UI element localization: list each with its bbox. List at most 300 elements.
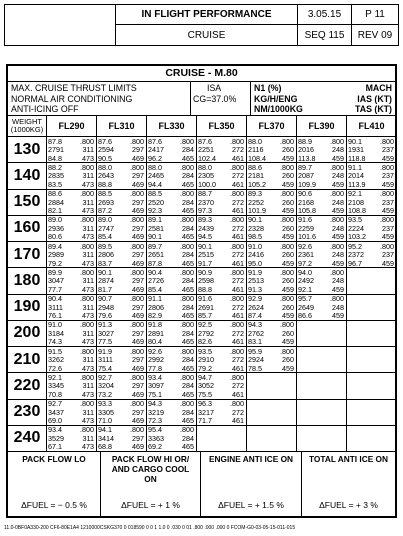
cell-line [297,374,346,383]
mach-value: .800 [330,241,344,251]
tas-value: 465 [182,153,194,163]
isa-block [190,82,250,116]
cell-line [297,443,346,452]
tas-value: 461 [232,153,244,163]
fuel-flow-value: 2874 [98,276,114,286]
tas-value: 459 [282,179,294,189]
cell-line [247,426,296,435]
mach-value: .800 [130,294,144,303]
cell-line [247,260,296,269]
n1-value: 91.9 [248,267,262,277]
performance-cell [196,268,246,293]
mach-value: .800 [80,346,94,356]
performance-cell [146,347,196,372]
ias-value: 311 [82,197,94,207]
fuel-flow-value: 2835 [48,171,64,181]
n1-value: 90.4 [48,294,62,303]
condition-line: MAX. CRUISE THRUST LIMITS [11,83,137,93]
performance-cell [346,373,396,398]
header-page: P 11 [352,5,398,25]
footer-title: ENGINE ANTI ICE ON [208,454,294,464]
performance-cell [46,137,96,162]
cell-line [347,391,396,400]
condition-line: NORMAL AIR CONDITIONING [11,93,133,104]
fuel-flow-value: 2370 [198,197,214,207]
weight-row [8,190,395,216]
ias-value: 237 [382,223,394,233]
fuel-flow-value: 3027 [98,328,114,338]
performance-cell [96,216,146,241]
mach-value: .800 [130,241,144,251]
cell-line [297,365,346,374]
header-subtitle: CRUISE [116,25,298,45]
footer-title: PACK FLOW HI OR/ AND CARGO COOL ON [111,454,190,484]
ias-value: 284 [182,145,194,155]
n1-value: 94.1 [98,425,112,435]
fuel-flow-value: 2416 [248,250,264,260]
tas-value: 465 [182,416,194,426]
footer-cell-engine-anti-ice [200,452,301,516]
cell-line [247,233,296,242]
ias-value: 311 [82,145,94,155]
performance-cell [196,426,246,451]
mach-value: .800 [130,136,144,146]
performance-cell [346,190,396,215]
weight-row [8,321,395,347]
fuel-flow-value: 2806 [98,250,114,260]
ias-value: 248 [332,250,344,260]
ias-value: 272 [232,145,244,155]
weight-row [8,268,395,294]
mach-value: .800 [380,189,394,198]
fuel-flow-value: 1931 [348,145,364,155]
n1-value: 88.5 [98,189,112,198]
tas-value: 465 [182,284,194,294]
cell-line [247,391,296,400]
ias-value: 260 [282,145,294,155]
fuel-flow-value: 2108 [348,197,364,207]
fuel-flow-value: 2305 [198,171,214,181]
mach-value: .800 [130,399,144,408]
specific-range-value: 88.8 [98,179,112,189]
performance-cell [196,400,246,425]
tas-value: 473 [82,416,94,426]
tas-value: 469 [132,258,144,268]
specific-range-value: 98.5 [248,232,262,242]
fuel-flow-value: 2791 [48,145,64,155]
isa-label: ISA [207,83,222,93]
cell-line [147,443,196,452]
tas-value: 465 [182,179,194,189]
performance-cell [46,347,96,372]
mach-value: .800 [130,215,144,225]
performance-cell [96,295,146,320]
tas-value: 459 [332,284,344,294]
performance-cell [346,426,396,451]
performance-cell [146,400,196,425]
mach-value: .800 [180,215,194,225]
fuel-flow-value: 2224 [348,223,364,233]
cell-line [347,374,396,383]
ias-value: 284 [182,197,194,207]
n1-value: 90.1 [198,241,212,251]
performance-cell [46,426,96,451]
performance-cell [46,268,96,293]
correction-footer [8,452,395,516]
fuel-flow-value: 2643 [98,171,114,181]
tas-value: 473 [82,206,94,216]
performance-cell [146,242,196,267]
specific-range-value: 80.4 [148,337,162,347]
tas-value: 469 [132,284,144,294]
n1-value: 89.4 [48,241,62,251]
weight-row [8,216,395,242]
ias-value: 237 [382,171,394,181]
n1-value: 94.3 [148,399,162,408]
n1-value: 91.5 [48,346,62,356]
weight-value: 190 [13,298,41,316]
tas-value: 473 [82,442,94,452]
ias-value: 248 [332,197,344,207]
performance-cell [346,137,396,162]
fuel-flow-value: 2252 [248,197,264,207]
fuel-flow-value: 2492 [298,276,314,286]
specific-range-value: 94.4 [148,179,162,189]
specific-range-value: 69.2 [148,442,162,452]
cell-line [247,365,296,374]
fuel-flow-value: 3529 [48,433,64,443]
cell-line [247,155,296,164]
performance-cell [96,190,146,215]
tas-value: 465 [182,311,194,321]
flight-level-header: FL310 [96,116,146,137]
cell-line [97,365,146,374]
tas-value: 473 [82,363,94,373]
fuel-flow-value: 2515 [198,250,214,260]
cell-line [197,417,246,426]
specific-range-value: 71.0 [98,416,112,426]
specific-range-value: 82.1 [48,206,62,216]
ias-value: 297 [132,250,144,260]
mach-value: .800 [380,215,394,225]
weight-row [8,137,395,163]
cell-line [197,338,246,347]
cell-line [297,382,346,391]
performance-cell [146,137,196,162]
ias-value: 272 [232,407,244,417]
fuel-flow-value: 3217 [198,407,214,417]
performance-cell [46,190,96,215]
performance-cell [246,216,296,241]
ias-value: 297 [132,223,144,233]
mach-value: .800 [330,267,344,277]
n1-value: 90.1 [98,267,112,277]
n1-value: 90.7 [98,294,112,303]
weight-value: 200 [13,324,41,342]
tas-value: 459 [332,153,344,163]
tas-value: 461 [232,389,244,399]
ias-value: 272 [232,197,244,207]
performance-cell [296,268,346,293]
specific-range-value: 67.1 [48,442,62,452]
specific-range-value: 82.9 [148,311,162,321]
performance-cell [46,373,96,398]
specific-range-value: 75.1 [148,389,162,399]
n1-value: 89.7 [148,241,162,251]
mach-value: .800 [280,189,294,198]
performance-cell [146,216,196,241]
fuel-flow-value: 2806 [148,302,164,312]
cell-line [347,443,396,452]
header-date: 3.05.15 [298,5,352,25]
cell-line [297,260,346,269]
ias-value: 297 [132,276,144,286]
tas-value: 473 [82,389,94,399]
mach-value: .800 [230,267,244,277]
mach-value: .800 [380,241,394,251]
cell-line [47,260,96,269]
fuel-flow-value: 2581 [148,223,164,233]
mach-value: .800 [130,346,144,356]
n1-value: 89.3 [198,215,212,225]
performance-cell [146,373,196,398]
n1-value: 88.9 [298,136,312,146]
specific-range-value: 118.8 [348,153,366,163]
n1-value: 89.1 [148,215,162,225]
fuel-flow-value: 2649 [298,302,314,312]
fuel-flow-value: 2989 [48,250,64,260]
footer-cell-pack-flow-lo [8,452,100,516]
cell-line [347,312,396,321]
tas-value: 459 [332,232,344,242]
cell-line [47,365,96,374]
weight-row [8,242,395,268]
tas-value: 469 [132,232,144,242]
mach-value: .800 [230,320,244,330]
specific-range-value: 71.7 [198,416,212,426]
document-header [4,4,399,46]
specific-range-value: 75.5 [198,389,212,399]
fuel-flow-value: 2726 [148,276,164,286]
specific-range-value: 85.4 [148,284,162,294]
mach-value: .800 [80,320,94,330]
specific-range-value: 88.8 [198,284,212,294]
ias-value: 311 [82,250,94,260]
performance-cell [146,268,196,293]
mach-value: .800 [230,162,244,172]
fuel-flow-value: 3363 [148,433,164,443]
cell-line [297,321,346,330]
n1-value: 90.1 [248,215,262,225]
mach-value: .800 [280,162,294,172]
mach-value: .800 [180,320,194,330]
specific-range-value: 109.9 [298,179,316,189]
mach-value: .800 [80,136,94,146]
performance-cell [296,216,346,241]
fuel-flow-value: 2465 [148,171,164,181]
mach-value: .800 [230,399,244,408]
ias-value: 248 [332,145,344,155]
tas-value: 459 [332,206,344,216]
tas-value: 461 [232,337,244,347]
fuel-flow-value: 2417 [148,145,164,155]
cell-line [347,348,396,357]
n1-value: 92.1 [48,372,62,382]
legend-line: N1 (%) [254,83,282,93]
weight-row [8,373,395,399]
ias-value: 260 [282,276,294,286]
cell-line [297,417,346,426]
mach-value: .800 [130,162,144,172]
n1-value: 93.4 [48,425,62,435]
fuel-flow-value: 3414 [98,433,114,443]
footer-value: ΔFUEL = + 3 % [319,500,378,510]
n1-value: 94.0 [298,267,312,277]
cell-line [347,155,396,164]
specific-range-value: 90.5 [98,153,112,163]
fuel-flow-value: 3437 [48,407,64,417]
performance-cell [96,426,146,451]
specific-range-value: 101.9 [248,206,266,216]
performance-cell [296,242,346,267]
ias-value: 311 [82,381,94,391]
tas-value: 459 [332,311,344,321]
n1-value: 90.4 [148,267,162,277]
flight-level-header: FL330 [146,116,196,137]
performance-cell [46,400,96,425]
n1-value: 95.9 [248,346,262,356]
tas-value: 469 [132,389,144,399]
footer-value: ΔFUEL = − 0.5 % [21,500,87,510]
ias-value: 237 [382,197,394,207]
fuel-flow-value: 3111 [48,302,63,312]
specific-range-value: 105.2 [248,179,266,189]
cell-line [347,330,396,339]
performance-cell [146,163,196,188]
ias-value: 272 [232,276,244,286]
n1-value: 88.0 [248,136,262,146]
mach-value: .800 [80,399,94,408]
specific-range-value: 72.3 [148,416,162,426]
specific-range-value: 102.4 [198,153,216,163]
performance-cell [346,268,396,293]
ias-value: 284 [182,328,194,338]
specific-range-value: 82.6 [198,337,212,347]
n1-value: 88.6 [248,162,262,172]
cell-line [247,338,296,347]
ias-value: 260 [282,328,294,338]
performance-cell [196,216,246,241]
n1-value: 92.5 [198,320,212,330]
tas-value: 465 [182,389,194,399]
fuel-flow-value: 2116 [248,145,264,155]
performance-cell [296,321,346,346]
cell-line [97,155,146,164]
header-title: IN FLIGHT PERFORMANCE [116,5,298,25]
fuel-flow-value: 2948 [98,302,114,312]
tas-value: 459 [282,153,294,163]
performance-cell [346,347,396,372]
n1-value: 88.5 [148,189,162,198]
fuel-flow-value: 2259 [298,223,314,233]
fuel-flow-value: 3204 [98,381,114,391]
mach-value: .800 [280,346,294,356]
ias-value: 260 [282,250,294,260]
specific-range-value: 77.7 [48,284,62,294]
footer-value: ΔFUEL = + 1 % [121,500,180,510]
fuel-flow-value: 3262 [48,355,64,365]
n1-value: 91.6 [298,215,312,225]
mach-value: .800 [180,399,194,408]
header-blank-cell [5,5,116,45]
footer-cell-pack-flow-hi [100,452,200,516]
mach-value: .800 [280,136,294,146]
legend-line: NM/1000KG [254,104,303,114]
tas-value: 473 [82,337,94,347]
performance-cell [46,242,96,267]
fuel-flow-value: 2792 [198,328,214,338]
performance-cell [296,400,346,425]
n1-value: 94.3 [248,320,262,330]
cell-line [297,356,346,365]
fuel-flow-value: 2016 [298,145,314,155]
cell-line [47,338,96,347]
specific-range-value: 96.2 [148,153,162,163]
cell-line [247,400,296,409]
fuel-flow-value: 2513 [248,276,264,286]
mach-value: .800 [80,241,94,251]
mach-value: .800 [180,425,194,435]
n1-value: 94.7 [198,372,212,382]
n1-value: 88.0 [98,162,112,172]
fuel-flow-value: 3305 [98,407,114,417]
ias-value: 284 [182,171,194,181]
specific-range-value: 85.4 [98,232,112,242]
tas-value: 473 [82,311,94,321]
specific-range-value: 79.2 [48,258,62,268]
header-seq: SEQ 115 [298,25,352,45]
mach-value: .800 [180,162,194,172]
cell-line [297,330,346,339]
n1-value: 90.1 [348,136,362,146]
fuel-flow-value: 3111 [98,355,113,365]
fuel-flow-value: 2594 [98,145,114,155]
mach-value: .800 [230,189,244,198]
legend-line: TAS (KT) [355,104,392,114]
weight-value: 150 [13,193,41,211]
weight-value: 210 [13,350,41,368]
ias-value: 297 [132,433,144,443]
cell-line [347,417,396,426]
weight-row [8,163,395,189]
performance-cell [296,347,346,372]
fuel-flow-value: 3097 [148,381,164,391]
ias-value: 297 [132,355,144,365]
specific-range-value: 105.8 [298,206,316,216]
performance-cell [146,321,196,346]
performance-cell [196,295,246,320]
cell-line [247,374,296,383]
cell-line [347,260,396,269]
legend-line: KG/H/ENG [254,93,298,104]
specific-range-value: 113.9 [348,179,366,189]
mach-value: .800 [230,136,244,146]
weight-header-line: (1000KG) [10,125,44,134]
tas-value: 469 [132,363,144,373]
performance-cell [246,163,296,188]
cell-line [297,233,346,242]
fuel-flow-value: 2651 [148,250,164,260]
